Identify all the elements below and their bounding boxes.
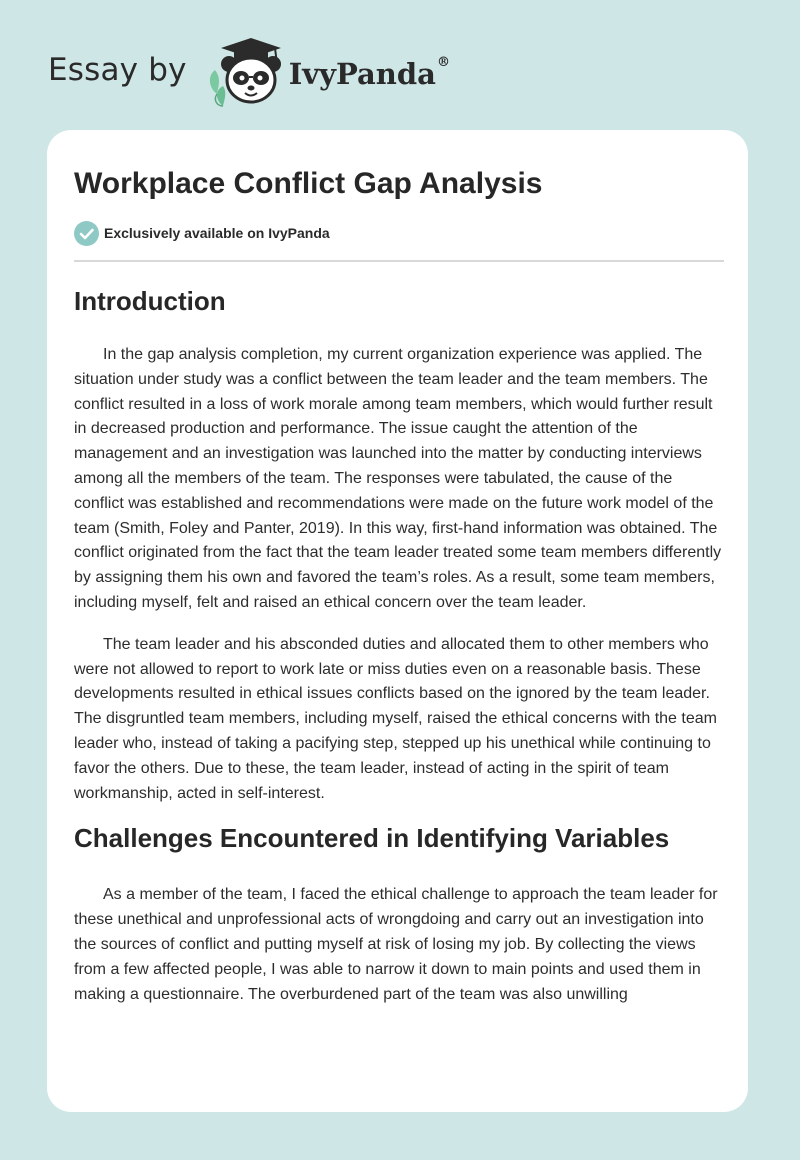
essay-content (74, 166, 724, 1007)
brand-name (289, 57, 450, 91)
panda-logo-icon (201, 36, 287, 108)
brand-name-text: IvyPanda (288, 57, 436, 91)
paragraph: The team leader and his absconded duties and allocated them to other members who were not allowed to report to work late or miss duties even on a reasonable basis. These developments resulted in ethical issues conflicts based on the ignored by the team leader. The disgruntled team members, including myself, raised the ethical concerns with the team leader who, instead of taking a pacifying step, stepped up his unethical while continuing to favor the others. Due to these, the team leader, instead of acting in the spirit of team workmanship, acted in self-interest. (74, 635, 717, 802)
divider (74, 260, 724, 262)
paragraph: In the gap analysis completion, my current organization experience was applied. The situation under study was a conflict between the team leader and the team members. The conflict resulted in a loss of work morale among team members, which would further result in decreased production and performance. The issue caught the attention of the management and an investigation was launched into the matter by conducting interviews among all the members of the team. The responses were tabulated, the cause of the conflict was established and recommendations were made on the future work model of the team (Smith, Foley and Panter, 2019). In this way, first-hand information was obtained. The conflict originated from the fact that the team leader treated some team members differently by assigning them his own and favored the team’s roles. As a result, some team members, including myself, felt and raised an ethical concern over the team leader. (74, 346, 722, 611)
exclusive-badge (74, 220, 724, 246)
badge-label: Exclusively available on IvyPanda (104, 225, 330, 241)
section-heading-challenges: Challenges Encountered in Identifying Variables (74, 823, 670, 854)
page-title: Workplace Conflict Gap Analysis (74, 167, 543, 200)
registered-mark: ® (436, 55, 450, 70)
brand-prefix: Essay by (48, 52, 187, 88)
paragraph: As a member of the team, I faced the ethical challenge to approach the team leader for these unethical and unprofessional acts of wrongdoing and carry out an investigation into the sources of conflict and putting myself at risk of losing my job. By collecting the views from a few affected people, I was able to narrow it down to main points and used them in making a questionnaire. The overburdened part of the team was also unwilling (74, 886, 718, 1003)
check-circle-icon (74, 221, 99, 246)
essay-card (47, 130, 748, 1112)
site-logo[interactable] (48, 36, 450, 108)
section-heading-introduction: Introduction (74, 286, 226, 316)
